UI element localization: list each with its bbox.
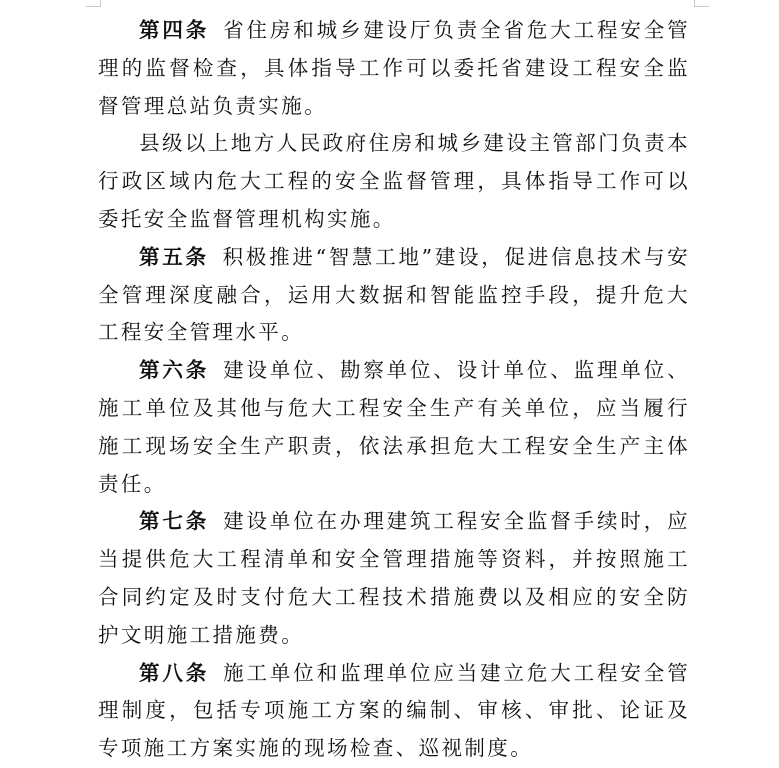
document-body [98, 12, 690, 768]
article-8-paragraph [98, 655, 690, 768]
article-text: 县级以上地方人民政府住房和城乡建设主管部门负责本行政区域内危大工程的安全监督管理，具体指导工作可以委托安全监督管理机构实施。 [98, 131, 690, 231]
article-number: 第五条 [139, 244, 209, 269]
article-number: 第六条 [139, 358, 210, 383]
article-text: 省住房和城乡建设厅负责全省危大工程安全管理的监督检查，具体指导工作可以委托省建设工程安全监督管理总站负责实施。 [98, 18, 691, 118]
article-number: 第七条 [139, 509, 210, 534]
article-4-paragraph [98, 12, 690, 125]
article-6-paragraph [98, 352, 690, 503]
article-text: 积极推进“智慧工地”建设，促进信息技术与安全管理深度融合，运用大数据和智能监控手段，提升危大工程安全管理水平。 [98, 244, 690, 345]
article-text: 施工单位和监理单位应当建立危大工程安全管理制度，包括专项施工方案的编制、审核、审批、论证及专项施工方案实施的现场检查、巡视制度。 [98, 660, 691, 761]
article-5-paragraph [98, 239, 690, 352]
article-7-paragraph [98, 503, 690, 654]
article-4-second-paragraph [98, 125, 690, 238]
article-number: 第八条 [139, 660, 210, 685]
crop-mark-left [86, 0, 101, 7]
crop-mark-right [694, 0, 709, 7]
article-number: 第四条 [139, 18, 210, 42]
article-text: 建设单位、勘察单位、设计单位、监理单位、施工单位及其他与危大工程安全生产有关单位，应当履行施工现场安全生产职责，依法承担危大工程安全生产主体责任。 [98, 358, 691, 496]
article-text: 建设单位在办理建筑工程安全监督手续时，应当提供危大工程清单和安全管理措施等资料，并按照施工合同约定及时支付危大工程技术措施费以及相应的安全防护文明施工措施费。 [98, 509, 691, 647]
